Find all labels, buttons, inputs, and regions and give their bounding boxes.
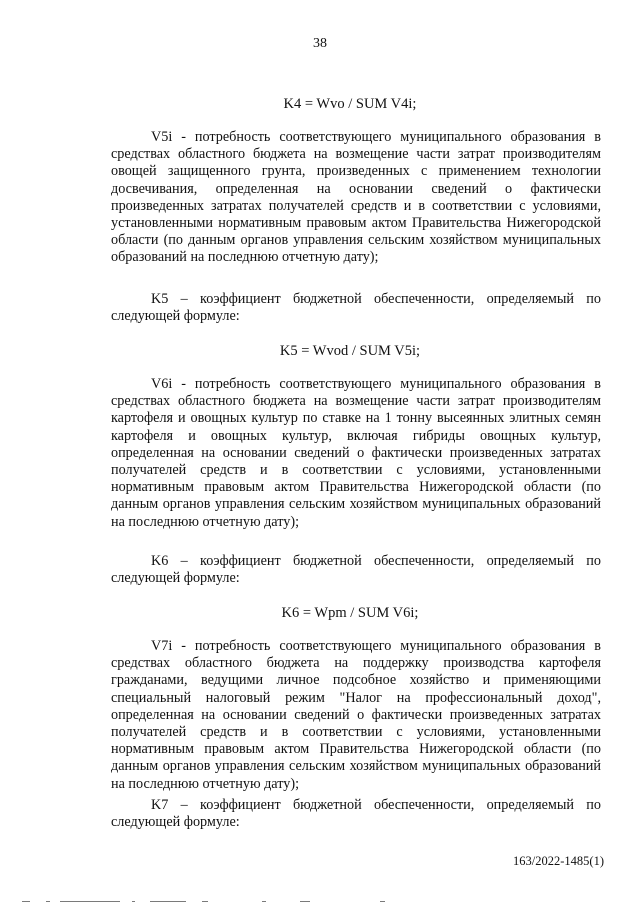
document-code: 163/2022-1485(1) bbox=[513, 854, 604, 868]
formula-k6: K6 = Wpm / SUM V6i; bbox=[281, 605, 419, 621]
page-number: 38 bbox=[313, 36, 327, 51]
paragraph-k7: K7 – коэффициент бюджетной обеспеченности, определяемый по следующей формуле: bbox=[111, 797, 601, 831]
paragraph-v5i: V5i - потребность соответствующего муниципального образования в средствах областного бюджета на возмещение части затрат производителям овощей защищенного грунта, произведенных с применением технологии досвечивания, определенная на основании сведений о фактически произведенных затратах получателей средств и в соответствии с условиями, установленными нормативным правовым актом Правительства Нижегородской области (по данным органов управления сельским хозяйством муниципальных образований на последнюю отчетную дату); bbox=[111, 129, 601, 266]
formula-k5: K5 = Wvod / SUM V5i; bbox=[279, 343, 421, 359]
scan-edge-artifact bbox=[0, 899, 640, 905]
formula-k4: K4 = Wvo / SUM V4i; bbox=[283, 96, 417, 112]
paragraph-k6: K6 – коэффициент бюджетной обеспеченности, определяемый по следующей формуле: bbox=[111, 553, 601, 587]
paragraph-v7i: V7i - потребность соответствующего муниципального образования в средствах областного бюджета на поддержку производства картофеля гражданами, ведущими личное подсобное хозяйство и применяющими специальный налоговый режим "Налог на профессиональный доход", определенная на основании сведений о фактически произведенных затратах получателей средств и в соответствии с условиями, установленными нормативным правовым актом Правительства Нижегородской области (по данным органов управления сельским хозяйством муниципальных образований на последнюю отчетную дату); bbox=[111, 638, 601, 792]
paragraph-v6i: V6i - потребность соответствующего муниципального образования в средствах областного бюджета на возмещение части затрат производителям картофеля и овощных культур по ставке на 1 тонну высеянных элитных семян картофеля и овощных культур, включая гибриды овощных культур, определенная на основании сведений о фактически произведенных затратах получателей средств и в соответствии с условиями, установленными нормативным правовым актом Правительства Нижегородской области (по данным органов управления сельским хозяйством муниципальных образований на последнюю отчетную дату); bbox=[111, 376, 601, 530]
paragraph-k5: K5 – коэффициент бюджетной обеспеченности, определяемый по следующей формуле: bbox=[111, 291, 601, 325]
